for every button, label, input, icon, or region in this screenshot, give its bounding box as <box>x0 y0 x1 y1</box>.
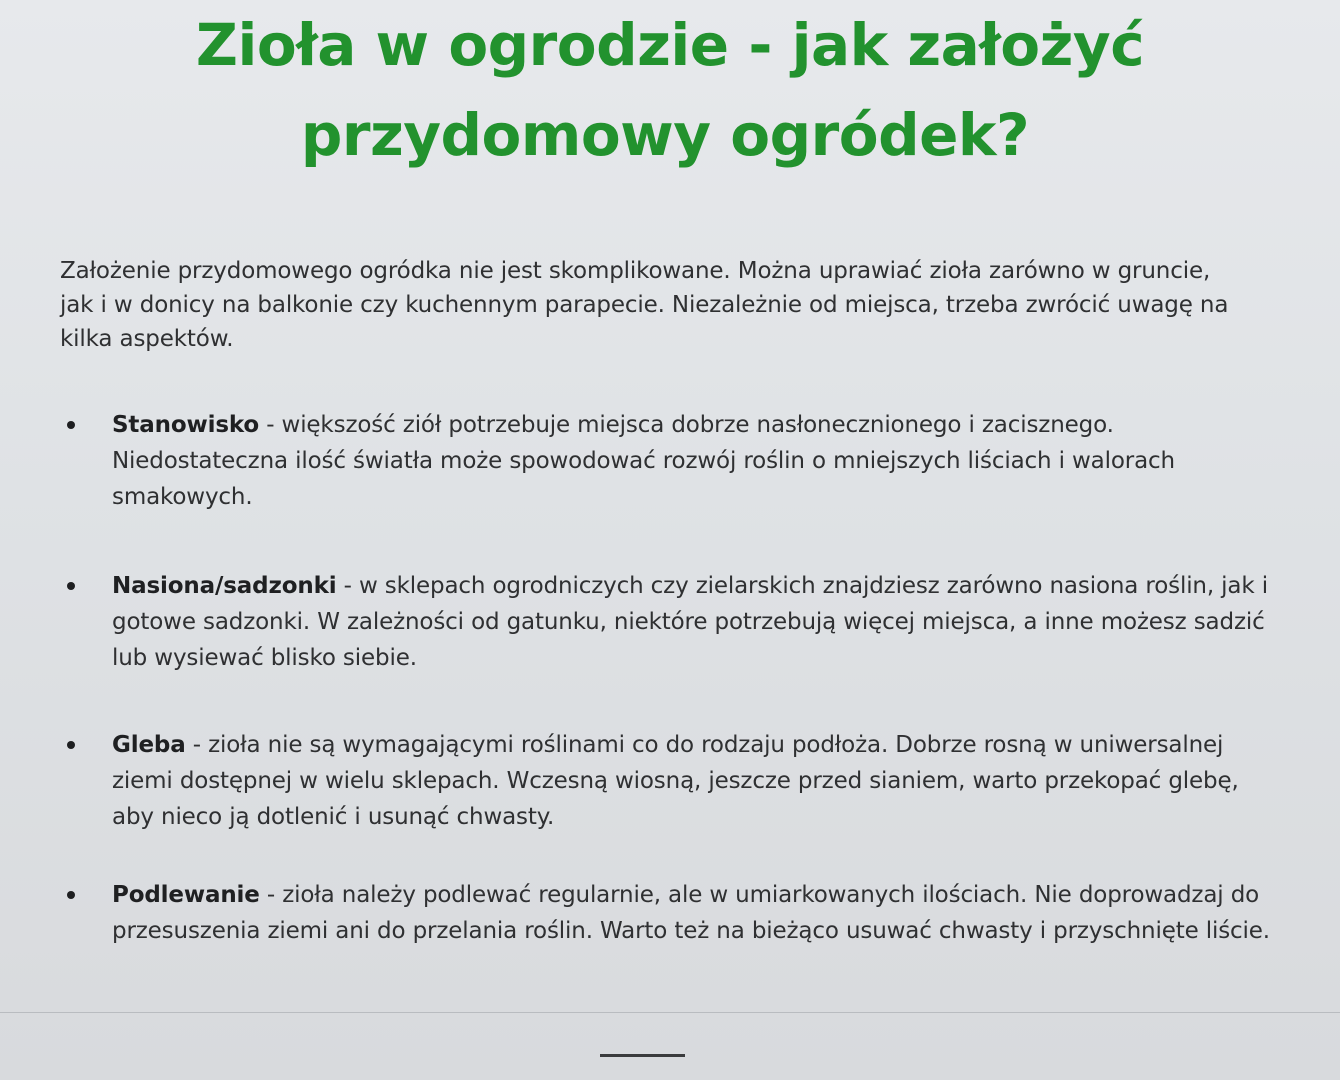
bullet-dot-icon <box>67 741 75 749</box>
list-item-gleba <box>112 727 1277 835</box>
title-line-1: Zioła w ogrodzie - jak założyć <box>195 11 1145 79</box>
bullet-text: - zioła nie są wymagającymi roślinami co do rodzaju podłoża. Dobrze rosną w uniwersalnej ziemi dostępnej w wielu sklepach. Wczesną wiosną, jeszcze przed sianiem, warto przekopać glebę, aby nieco ją dotlenić i usunąć chwasty. <box>112 732 1239 830</box>
bullet-term: Podlewanie <box>112 882 260 908</box>
list-item-nasiona-sadzonki <box>112 568 1277 676</box>
bullet-term: Gleba <box>112 732 186 758</box>
bullet-term: Nasiona/sadzonki <box>112 573 337 599</box>
list-item-podlewanie <box>112 877 1277 949</box>
bullet-term: Stanowisko <box>112 412 260 438</box>
page-bottom-divider <box>0 1012 1340 1013</box>
title-line-2: przydomowy ogródek? <box>300 101 1030 169</box>
bullet-text: - zioła należy podlewać regularnie, ale w umiarkowanych ilościach. Nie doprowadzaj do przesuszenia ziemi ani do przelania roślin. Warto też na bieżąco usuwać chwasty i przyschnięte liście. <box>112 882 1270 944</box>
bullet-text: - w sklepach ogrodniczych czy zielarskich znajdziesz zarówno nasiona roślin, jak i gotowe sadzonki. W zależności od gatunku, niektóre potrzebują więcej miejsca, a inne możesz sadzić lub wysiewać blisko siebie. <box>112 573 1268 671</box>
bullet-dot-icon <box>67 421 75 429</box>
page-indicator-bar <box>600 1054 685 1057</box>
bullet-text: - większość ziół potrzebuje miejsca dobrze nasłonecznionego i zacisznego. Niedostateczna ilość światła może spowodować rozwój roślin o mniejszych liściach i walorach smakowych. <box>112 412 1175 510</box>
page-title <box>0 0 1340 180</box>
intro-paragraph: Założenie przydomowego ogródka nie jest skomplikowane. Można uprawiać zioła zarówno w gruncie, jak i w donicy na balkonie czy kuchennym parapecie. Niezależnie od miejsca, trzeba zwrócić uwagę na kilka aspektów. <box>60 258 1229 352</box>
list-item-stanowisko <box>112 407 1277 515</box>
bullet-dot-icon <box>67 582 75 590</box>
bullet-dot-icon <box>67 891 75 899</box>
